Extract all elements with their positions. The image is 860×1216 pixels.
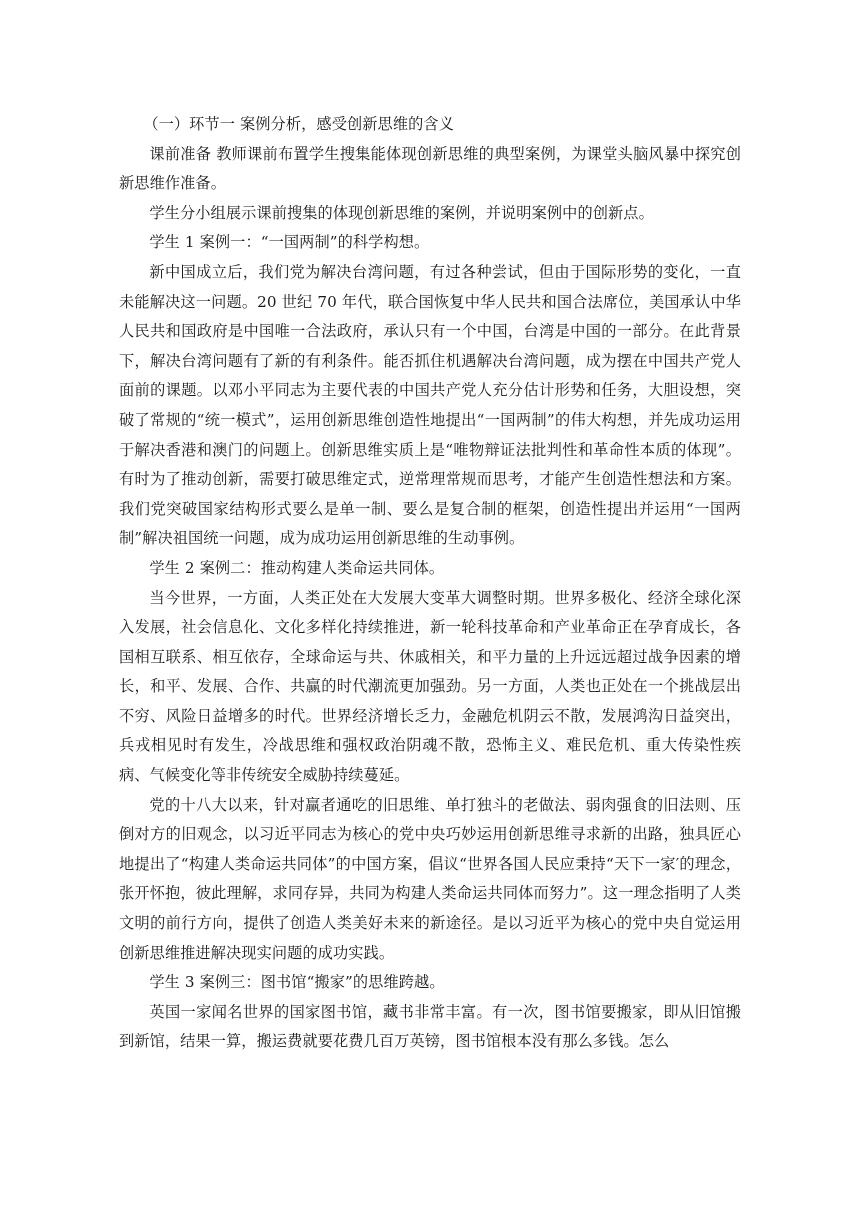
paragraph-group-show: 学生分小组展示课前搜集的体现创新思维的案例，并说明案例中的创新点。 [149, 203, 654, 222]
section-heading: （一）环节一 案例分析，感受创新思维的含义 [143, 115, 454, 133]
case3-body: 英国一家闻名世界的国家图书馆，藏书非常丰富。有一次，图书馆要搬家，即从旧馆搬到新馆，结果一算，搬运费就要花费几百万英镑，图书馆根本没有那么多钱。怎么 [119, 1002, 741, 1051]
paragraph-class-prep: 课前准备 教师课前布置学生搜集能体现创新思维的典型案例，为课堂头脑风暴中探究创新思维作准备。 [119, 144, 741, 193]
case1-title: 学生 1 案例一：“一国两制”的科学构想。 [149, 233, 430, 252]
case2-title: 学生 2 案例二：推动构建人类命运共同体。 [149, 558, 445, 577]
case2-body-2: 党的十八大以来，针对赢者通吃的旧思维、单打独斗的老做法、弱肉强食的旧法则、压倒对方的旧观念，以习近平同志为核心的党中央巧妙运用创新思维寻求新的出路，独具匠心地提出了“构建人类命运共同体”的中国方案，倡议“世界各国人民应秉持“天下一家′的理念，张开怀抱，彼此理解，求同存异，共同为构建人类命运共同体而努力”。这一理念指明了人类文明的前行方向，提供了创造人类美好未来的新途径。是以习近平为核心的党中央自觉运用创新思维推进解决现实问题的成功实践。 [119, 795, 741, 962]
document-body [119, 110, 741, 1057]
case1-body: 新中国成立后，我们党为解决台湾问题，有过各种尝试，但由于国际形势的变化，一直未能解决这一问题。20 世纪 70 年代，联合国恢复中华人民共和国合法席位，美国承认中华人民共和国政府是中国唯一合法政府，承认只有一个中国，台湾是中国的一部分。在此背景下，解决台湾问题有了新的有利条件。能否抓住机遇解决台湾问题，成为摆在中国共产党人面前的课题。以邓小平同志为主要代表的中国共产党人充分估计形势和任务，大胆设想，突破了常规的“统一模式”，运用创新思维创造性地提出“一国两制”的伟大构想，并先成功运用于解决香港和澳门的问题上。创新思维实质上是“唯物辩证法批判性和革命性本质的体现”。有时为了推动创新，需要打破思维定式，逆常理常规而思考，才能产生创造性想法和方案。我们党突破国家结构形式要么是单一制、要么是复合制的框架，创造性提出并运用“一国两制”解决祖国统一问题，成为成功运用创新思维的生动事例。 [119, 262, 741, 548]
case2-body-1: 当今世界，一方面，人类正处在大发展大变革大调整时期。世界多极化、经济全球化深入发展，社会信息化、文化多样化持续推进，新一轮科技革命和产业革命正在孕育成长，各国相互联系、相互依存，全球命运与共、休戚相关，和平力量的上升远远超过战争因素的增长，和平、发展、合作、共赢的时代潮流更加强劲。另一方面，人类也正处在一个挑战层出不穷、风险日益增多的时代。世界经济增长乏力，金融危机阴云不散，发展鸿沟日益突出，兵戎相见时有发生，冷战思维和强权政治阴魂不散，恐怖主义、难民危机、重大传染性疾病、气候变化等非传统安全威胁持续蔓延。 [119, 588, 741, 785]
case3-title: 学生 3 案例三：图书馆“搬家”的思维跨越。 [149, 973, 445, 992]
